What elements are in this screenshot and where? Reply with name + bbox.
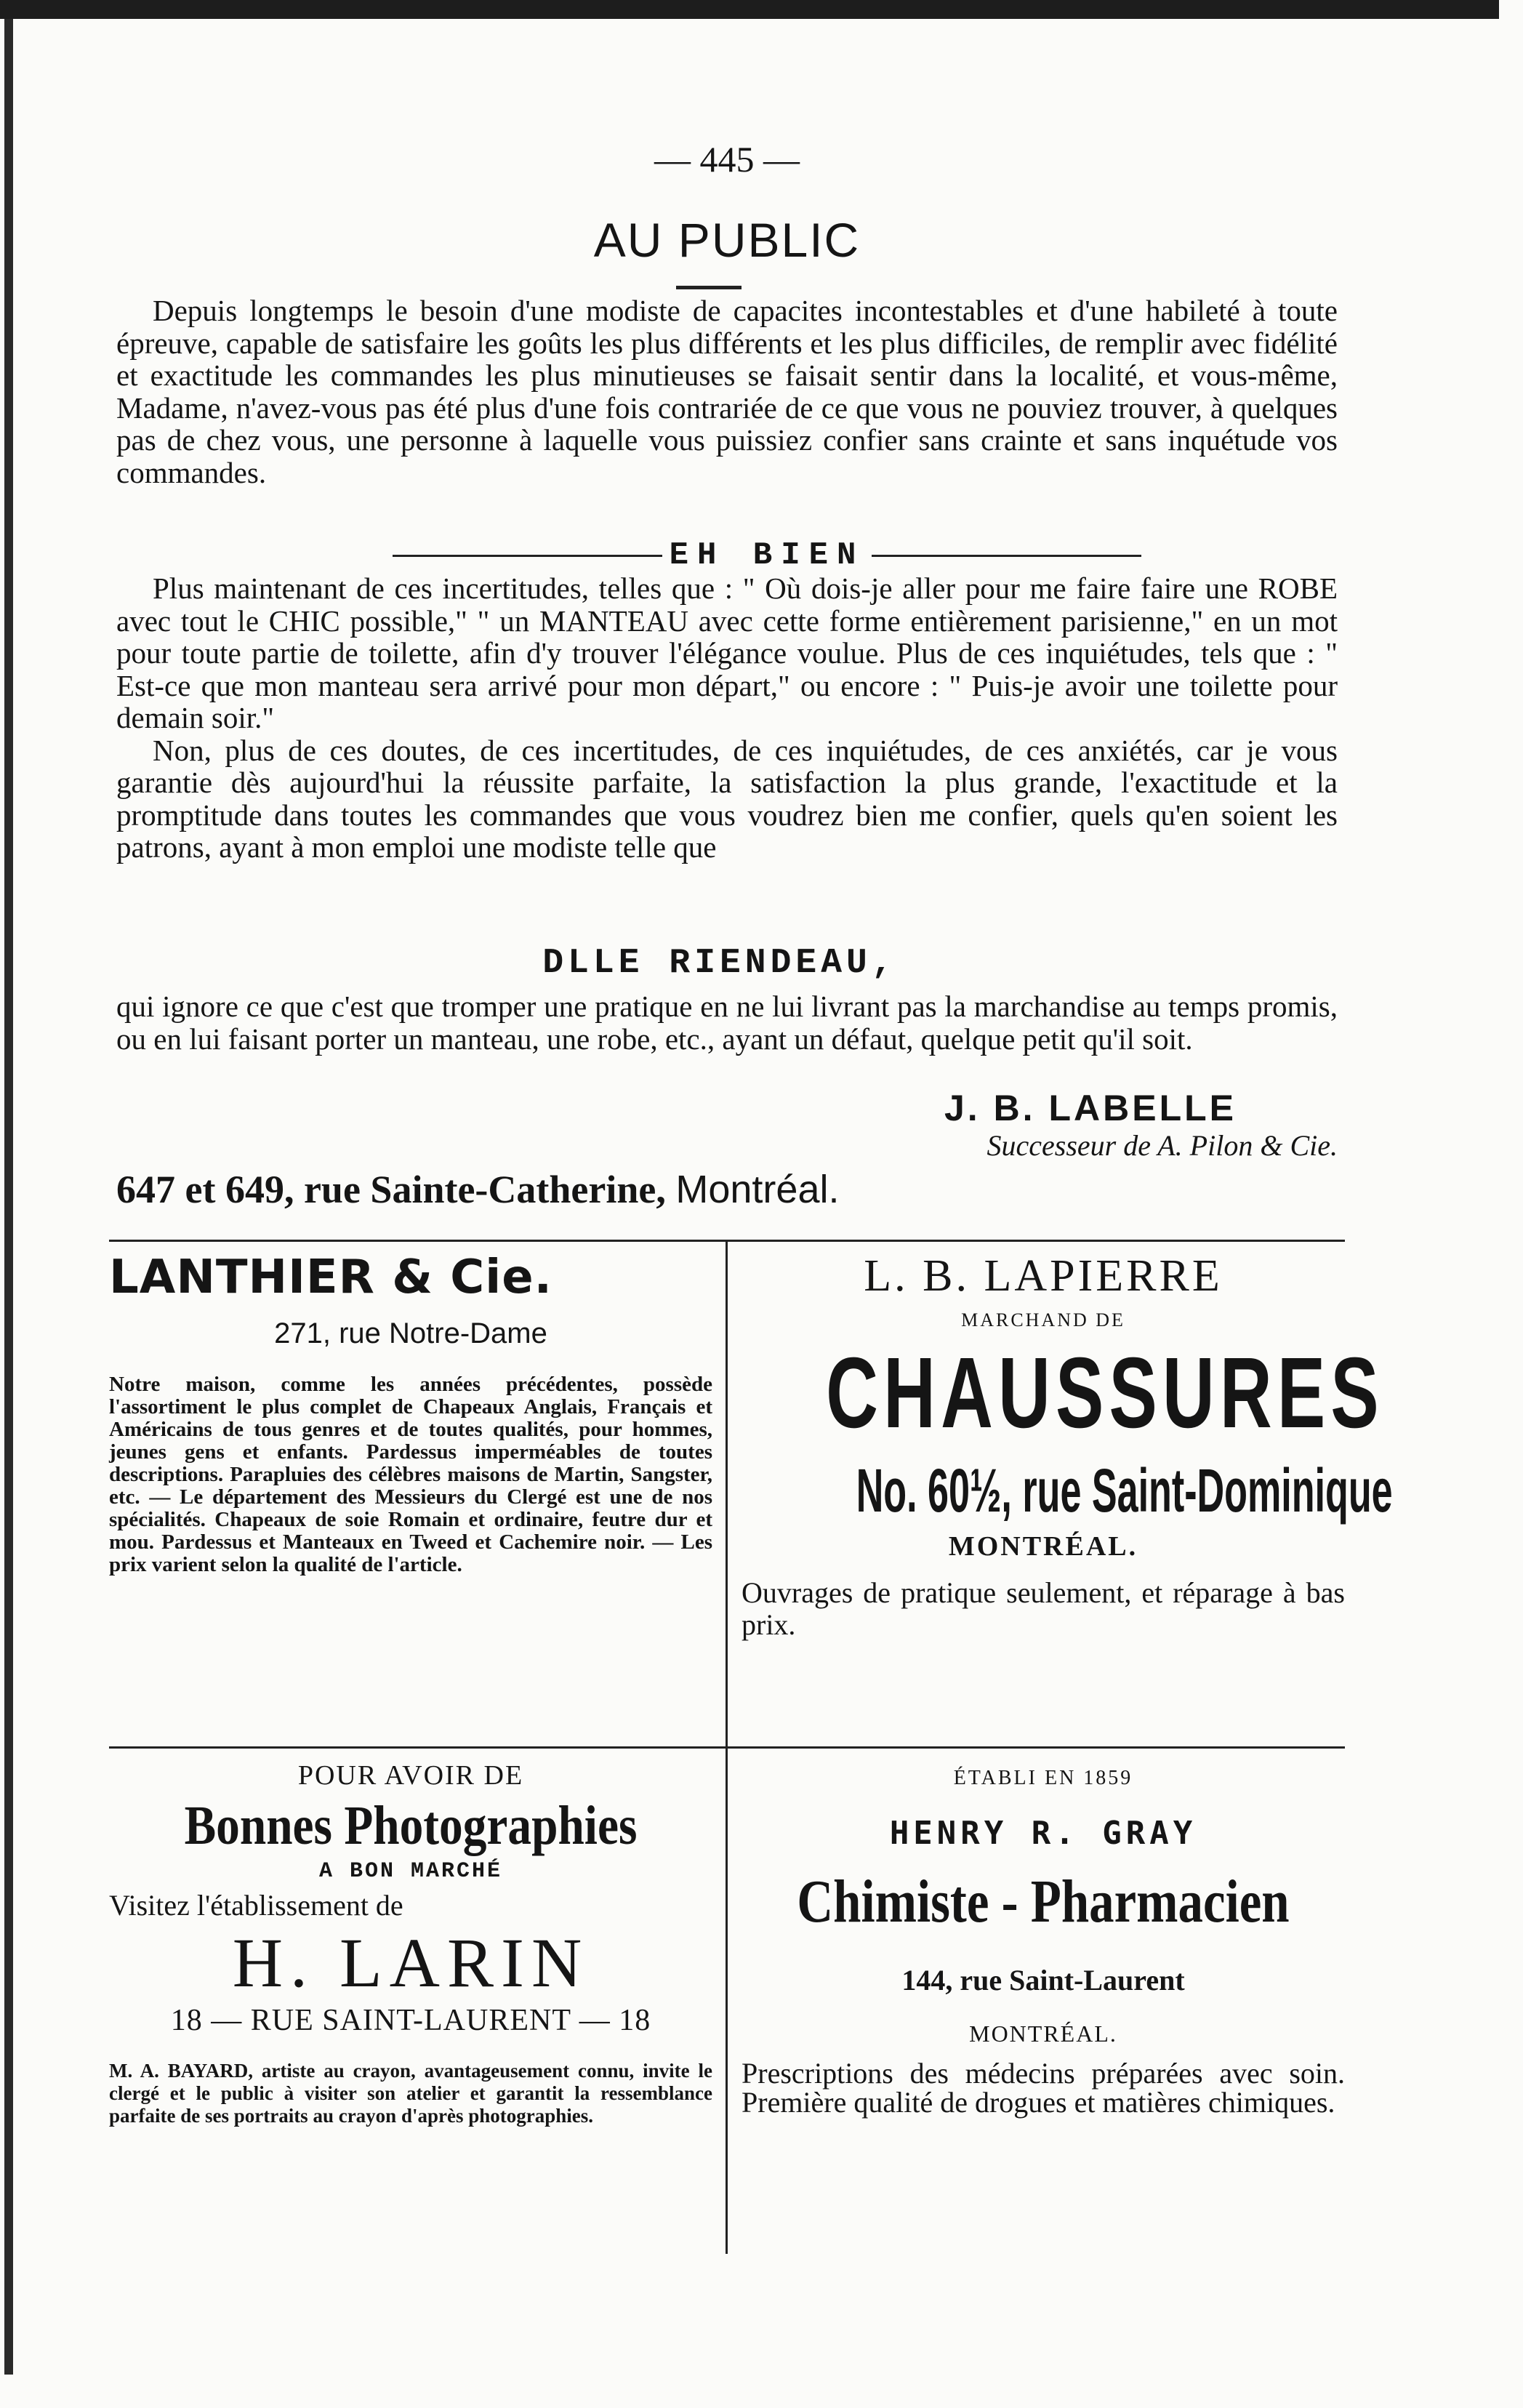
scan-top-edge [0, 0, 1499, 19]
dash-rule-right [872, 555, 1141, 557]
scan-left-edge [4, 19, 13, 2375]
ad-lapierre-big: CHAUSSURES [826, 1337, 1384, 1449]
address-city: Montréal. [675, 1168, 840, 1211]
successor-line: Successeur de A. Pilon & Cie. [986, 1129, 1338, 1162]
ad-lapierre [742, 1251, 1393, 1641]
ad-lapierre-name: L. B. LAPIERRE [864, 1251, 1223, 1301]
paragraph-3: Non, plus de ces doutes, de ces incertitudes, de ces inquiétudes, de ces anxiétés, car je vous garantie dès aujourd'hui la réussite parfaite, la satisfaction la plus grande, l'exactitude et la promptitude dans toutes les commandes que vous voudrez bien me confier, quels qu'en soient les patrons, ayant à mon emploi une modiste telle que [116, 733, 1338, 864]
paragraph-4: qui ignore ce que c'est que tromper une pratique en ne lui livrant pas la marchandise au temps promis, ou en lui faisant porter un manteau, une robe, etc., ayant un défaut, quelque petit qu'il soit. [116, 990, 1338, 1056]
page-title: AU PUBLIC [593, 213, 861, 267]
eh-bien-text: EH BIEN [669, 537, 865, 574]
ad-larin-address: 18 — RUE SAINT-LAURENT — 18 [170, 2004, 651, 2037]
shop-address [116, 1167, 1338, 1212]
ad-lapierre-text: Ouvrages de pratique seulement, et réparage à bas prix. [742, 1576, 1345, 1641]
signer: J. B. LABELLE [944, 1088, 1237, 1128]
ad-lanthier-text: Notre maison, comme les années précédentes, possède l'assortiment le plus complet de Chapeaux Anglais, Français et Américains de tous genres et de toutes qualités, pour hommes, jeunes gens et enfants. Pardessus imperméables de toutes descriptions. Parapluies des célèbres maisons de Martin, Sangster, etc. — Le département des Messieurs du Clergé est une de nos spécialités. Chapeaux de soie Romain et ordinaire, feutre dur et mou. Pardessus et Manteaux en Tweed et Cachemire noir. — Les prix varient selon la qualité de l'article. [109, 1373, 712, 1576]
ad-larin-sub: A BON MARCHÉ [318, 1859, 503, 1884]
ad-lapierre-sub: MARCHAND DE [961, 1309, 1125, 1331]
paragraph-2: Plus maintenant de ces incertitudes, telles que : " Où dois-je aller pour me faire faire une ROBE avec tout le CHIC possible," " un MANTEAU avec cette forme entièrement parisienne," en un mot pour toute partie de toilette, afin d'y trouver l'élégance voulue. Plus de ces inquiétudes, tels que : " Est-ce que mon manteau sera arrivé pour mon départ," ou encore : " Puis-je avoir une toilette pour demain soir." [116, 571, 1338, 734]
closing-block [116, 990, 1338, 1055]
page-number: — 445 — [654, 139, 800, 180]
ad-gray-top: ÉTABLI EN 1859 [953, 1767, 1133, 1789]
ad-gray-text: Prescriptions des médecins préparées avec soin. Première qualité de drogues et matières chimiques. [742, 2057, 1345, 2119]
dash-rule-left [393, 555, 662, 557]
modiste-name: DLLE RIENDEAU, [542, 944, 897, 983]
ad-larin-visit: Visitez l'établissement de [109, 1889, 403, 1922]
ad-larin-name: H. LARIN [232, 1924, 590, 2002]
ad-larin [109, 1759, 712, 2127]
ad-gray-address: 144, rue Saint-Laurent [901, 1964, 1185, 1996]
title-rule [676, 286, 742, 289]
ad-gray-city: MONTRÉAL. [969, 2020, 1117, 2047]
intro-block [116, 294, 1338, 489]
ad-lanthier-address: 271, rue Notre-Dame [274, 1317, 547, 1349]
ad-larin-big: Bonnes Photographies [184, 1795, 638, 1856]
ad-lapierre-city: MONTRÉAL. [948, 1531, 1138, 1562]
grid-rule-middle [109, 1746, 1345, 1749]
ad-larin-text: M. A. BAYARD, artiste au crayon, avantageusement connu, invite le clergé et le public à visiter son atelier et garantit la ressemblance parfaite de ses portraits au crayon d'après photographies. [109, 2060, 712, 2127]
ad-lanthier [109, 1251, 712, 1576]
ad-gray-name: HENRY R. GRAY [889, 1815, 1197, 1852]
ad-lanthier-title: LANTHIER & Cie. [109, 1251, 552, 1304]
intro-paragraph: Depuis longtemps le besoin d'une modiste de capacites incontestables et d'une habileté à toute épreuve, capable de satisfaire les goûts les plus différents et les plus difficiles, de remplir avec fidélité et exactitude les commandes les plus minutieuses se faisait sentir dans la localité, et vous-même, Madame, n'avez-vous pas été plus d'une fois contrariée de ce que vous ne pouviez trouver, à quelques pas de chez vous, une personne à laquelle vous puissiez confier sans crainte et sans inquétude vos commandes. [116, 294, 1338, 489]
ad-lapierre-address: No. 60½, rue Saint-Dominique [856, 1456, 1393, 1525]
ad-gray [742, 1767, 1345, 2117]
address-street: 647 et 649, rue Sainte-Catherine, [116, 1168, 666, 1211]
eh-bien-heading [385, 537, 1149, 574]
ad-larin-top: POUR AVOIR DE [297, 1760, 524, 1791]
ad-gray-big: Chimiste - Pharmacien [797, 1868, 1290, 1935]
middle-block [116, 572, 1338, 864]
